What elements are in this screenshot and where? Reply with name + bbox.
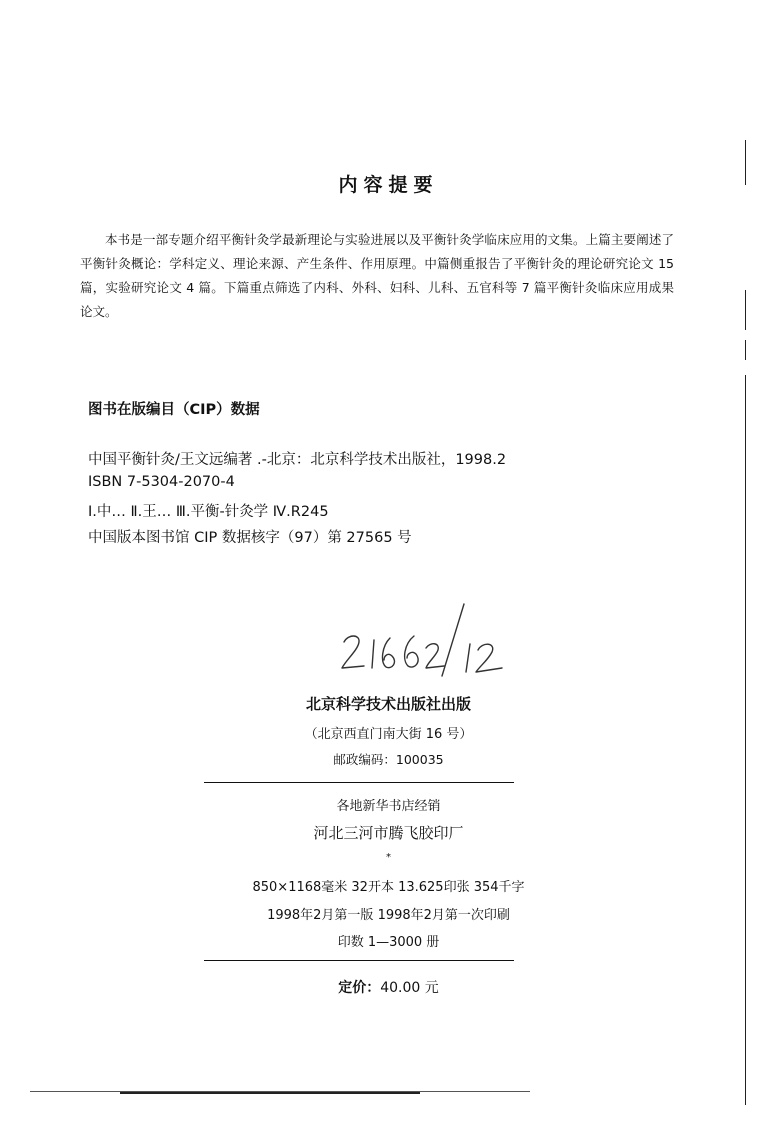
scan-bottom-line-thick bbox=[120, 1092, 420, 1094]
summary-text: 本书是一部专题介绍平衡针灸学最新理论与实验进展以及平衡针灸学临床应用的文集。上篇主要阐述了平衡针灸概论：学科定义、理论来源、产生条件、作用原理。中篇侧重报告了平衡针灸的理论研究论文 15 篇，实验研究论文 4 篇。下篇重点筛选了内科、外科、妇科、儿科、五官科等 7 篇平衡针灸临床应用成果论文。 bbox=[80, 232, 674, 319]
postal-code-line bbox=[0, 750, 777, 768]
summary-paragraph bbox=[80, 228, 674, 324]
publisher-address: （北京西直门南大街 16 号） bbox=[304, 727, 473, 742]
edition-info: 1998年2月第一版 1998年2月第一次印刷 bbox=[267, 908, 510, 923]
price-label: 定价： bbox=[338, 980, 381, 996]
price-value: 40.00 元 bbox=[380, 980, 439, 996]
print-run: 印数 1—3000 册 bbox=[337, 935, 440, 950]
format-specs: 850×1168毫米 32开本 13.625印张 354千字 bbox=[252, 880, 525, 895]
scan-edge-mark bbox=[745, 340, 746, 360]
cip-isbn: ISBN 7-5304-2070-4 bbox=[88, 474, 235, 490]
separator-star: * bbox=[386, 852, 391, 863]
price-line bbox=[0, 977, 777, 997]
postal-code: 100035 bbox=[395, 752, 444, 767]
postal-label: 邮政编码： bbox=[333, 752, 396, 767]
scan-edge-line bbox=[745, 375, 746, 1105]
page-title: 内容提要 bbox=[338, 174, 439, 196]
handwritten-signature bbox=[330, 590, 520, 680]
cip-bibliographic-line: 中国平衡针灸/王文远编著 .-北京：北京科学技术出版社，1998.2 bbox=[88, 452, 507, 468]
printer: 河北三河市腾飞胶印厂 bbox=[313, 824, 464, 842]
cip-heading: 图书在版编目（CIP）数据 bbox=[88, 402, 260, 418]
scan-edge-mark bbox=[745, 290, 746, 330]
scan-edge-mark bbox=[745, 140, 746, 185]
distributor: 各地新华书店经销 bbox=[336, 799, 441, 814]
publisher-name: 北京科学技术出版社出版 bbox=[305, 695, 471, 713]
divider-bottom bbox=[204, 960, 514, 961]
cip-number: 中国版本图书馆 CIP 数据核字（97）第 27565 号 bbox=[88, 530, 412, 546]
divider-top bbox=[204, 782, 514, 783]
cip-classification: Ⅰ.中… Ⅱ.王… Ⅲ.平衡-针灸学 Ⅳ.R245 bbox=[88, 504, 329, 520]
